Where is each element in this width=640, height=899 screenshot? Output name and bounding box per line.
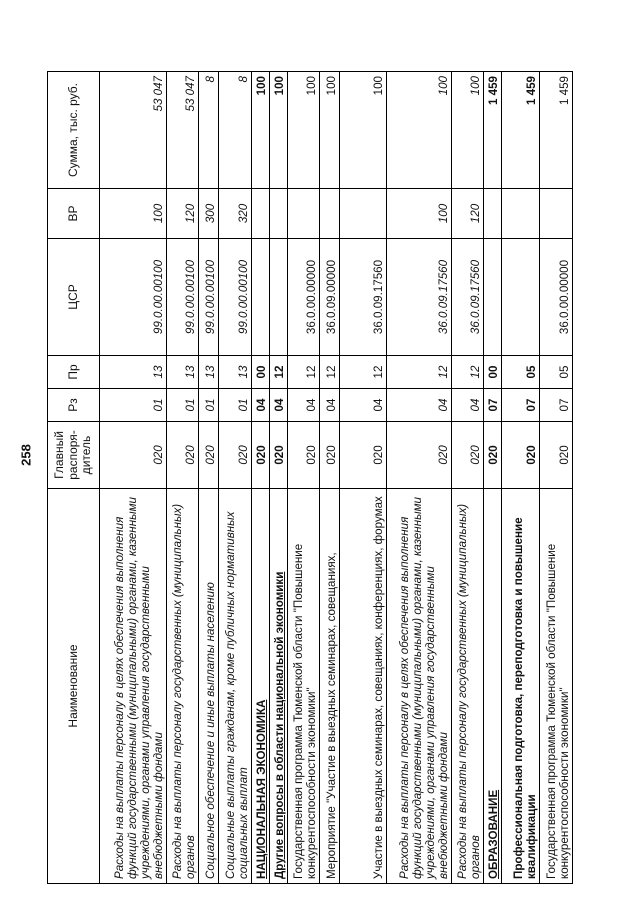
row-grs: 020 (167, 422, 199, 489)
row-rz: 04 (270, 389, 288, 422)
table-row (502, 72, 540, 884)
row-sum: 53 047 (167, 72, 199, 189)
row-rz: 01 (219, 389, 252, 422)
row-grs: 020 (219, 422, 252, 489)
row-name: Участие в выездных семинарах, совещаниях, конференциях, форумах (340, 489, 387, 884)
row-vr (270, 189, 288, 239)
row-sum: 100 (288, 72, 320, 189)
row-vr: 300 (199, 189, 219, 239)
table-row (270, 72, 288, 884)
header-name: Наименование (48, 489, 100, 884)
row-grs: 020 (288, 422, 320, 489)
row-sum: 8 (199, 72, 219, 189)
row-name: Расходы на выплаты персоналу государственных (муниципальных) органов (452, 489, 484, 884)
row-csr: 99.0.00.00100 (100, 239, 167, 356)
row-grs: 020 (252, 422, 270, 489)
row-grs: 020 (270, 422, 288, 489)
row-grs: 020 (199, 422, 219, 489)
row-name: Социальные выплаты гражданам, кроме публичных нормативных социальных выплат (219, 489, 252, 884)
row-name: Социальное обеспечение и иные выплаты населению (199, 489, 219, 884)
row-name: Расходы на выплаты персоналу государственных (муниципальных) органов (167, 489, 199, 884)
row-csr: 99.0.00.00100 (199, 239, 219, 356)
row-pr: 13 (199, 356, 219, 389)
row-name: Профессиональная подготовка, переподготовка и повышение квалификации (502, 489, 540, 884)
table-row (252, 72, 270, 884)
row-name: ОБРАЗОВАНИЕ (484, 489, 502, 884)
row-grs: 020 (320, 422, 340, 489)
row-pr: 12 (340, 356, 387, 389)
row-vr: 120 (167, 189, 199, 239)
row-sum: 53 047 (100, 72, 167, 189)
row-grs: 020 (484, 422, 502, 489)
row-vr (484, 189, 502, 239)
row-vr (340, 189, 387, 239)
row-vr (288, 189, 320, 239)
rotated-page-content (47, 72, 572, 884)
row-csr: 36.0.00.00000 (540, 239, 573, 356)
table-header-row (48, 72, 100, 884)
row-csr (484, 239, 502, 356)
row-sum: 8 (219, 72, 252, 189)
table-row (100, 72, 167, 884)
table-row (387, 72, 452, 884)
row-pr: 00 (484, 356, 502, 389)
table-row (288, 72, 320, 884)
table-row (219, 72, 252, 884)
row-pr: 05 (502, 356, 540, 389)
row-csr: 36.0.00.00000 (288, 239, 320, 356)
row-grs: 020 (452, 422, 484, 489)
table-row (320, 72, 340, 884)
row-pr: 13 (100, 356, 167, 389)
row-pr: 12 (288, 356, 320, 389)
page-number: 258 (18, 444, 34, 466)
row-name: Государственная программа Тюменской области "Повышение конкурентоспособности экономики" (540, 489, 573, 884)
row-vr (320, 189, 340, 239)
row-rz: 01 (199, 389, 219, 422)
header-pr: Пр (48, 356, 100, 389)
row-rz: 04 (452, 389, 484, 422)
header-sum: Сумма, тыс. руб. (48, 72, 100, 189)
row-grs: 020 (387, 422, 452, 489)
row-pr: 05 (540, 356, 573, 389)
row-rz: 04 (387, 389, 452, 422)
table-row (452, 72, 484, 884)
row-csr: 99.0.00.00100 (219, 239, 252, 356)
row-csr (270, 239, 288, 356)
row-pr: 12 (387, 356, 452, 389)
row-vr: 120 (452, 189, 484, 239)
row-rz: 07 (502, 389, 540, 422)
table-row (167, 72, 199, 884)
row-csr: 99.0.00.00100 (167, 239, 199, 356)
header-vr: ВР (48, 189, 100, 239)
row-vr: 100 (100, 189, 167, 239)
row-name: Другие вопросы в области национальной экономики (270, 489, 288, 884)
row-csr: 36.0.09.17560 (387, 239, 452, 356)
row-csr (502, 239, 540, 356)
row-grs: 020 (340, 422, 387, 489)
row-sum: 100 (252, 72, 270, 189)
row-rz: 01 (100, 389, 167, 422)
row-grs: 020 (100, 422, 167, 489)
row-vr: 100 (387, 189, 452, 239)
row-rz: 04 (288, 389, 320, 422)
row-csr: 36.0.09.00000 (320, 239, 340, 356)
row-sum: 1 459 (540, 72, 573, 189)
row-csr: 36.0.09.17560 (452, 239, 484, 356)
row-csr (252, 239, 270, 356)
row-sum: 100 (387, 72, 452, 189)
row-sum: 1 459 (484, 72, 502, 189)
row-vr (252, 189, 270, 239)
row-csr: 36.0.09.17560 (340, 239, 387, 356)
row-vr (502, 189, 540, 239)
row-name: Мероприятие "Участие в выездных семинарах, совещаниях, (320, 489, 340, 884)
table-row (484, 72, 502, 884)
row-sum: 100 (320, 72, 340, 189)
table-row (540, 72, 573, 884)
header-rz: Рз (48, 389, 100, 422)
header-grs: Главный распоря-дитель (48, 422, 100, 489)
row-pr: 00 (252, 356, 270, 389)
row-rz: 04 (320, 389, 340, 422)
row-sum: 1 459 (502, 72, 540, 189)
row-rz: 04 (252, 389, 270, 422)
row-sum: 100 (340, 72, 387, 189)
row-pr: 12 (320, 356, 340, 389)
row-vr: 320 (219, 189, 252, 239)
row-grs: 020 (540, 422, 573, 489)
row-vr (540, 189, 573, 239)
row-rz: 04 (340, 389, 387, 422)
row-sum: 100 (452, 72, 484, 189)
row-pr: 13 (167, 356, 199, 389)
row-name: Расходы на выплаты персоналу в целях обеспечения выполнения функций государственными (муниципальными) органами, казенными учреждениями, органами управления государственными внебюджетными фондами (387, 489, 452, 884)
row-pr: 12 (270, 356, 288, 389)
row-sum: 100 (270, 72, 288, 189)
row-name: Государственная программа Тюменской области "Повышение конкурентоспособности экономики" (288, 489, 320, 884)
header-csr: ЦСР (48, 239, 100, 356)
row-name: Расходы на выплаты персоналу в целях обеспечения выполнения функций государственными (муниципальными) органами, казенными учреждениями, органами управления государственными внебюджетными фондами (100, 489, 167, 884)
table-row (199, 72, 219, 884)
row-rz: 07 (484, 389, 502, 422)
row-grs: 020 (502, 422, 540, 489)
row-rz: 07 (540, 389, 573, 422)
row-name: НАЦИОНАЛЬНАЯ ЭКОНОМИКА (252, 489, 270, 884)
row-rz: 01 (167, 389, 199, 422)
row-pr: 12 (452, 356, 484, 389)
table-row (340, 72, 387, 884)
row-pr: 13 (219, 356, 252, 389)
budget-table (47, 71, 573, 884)
